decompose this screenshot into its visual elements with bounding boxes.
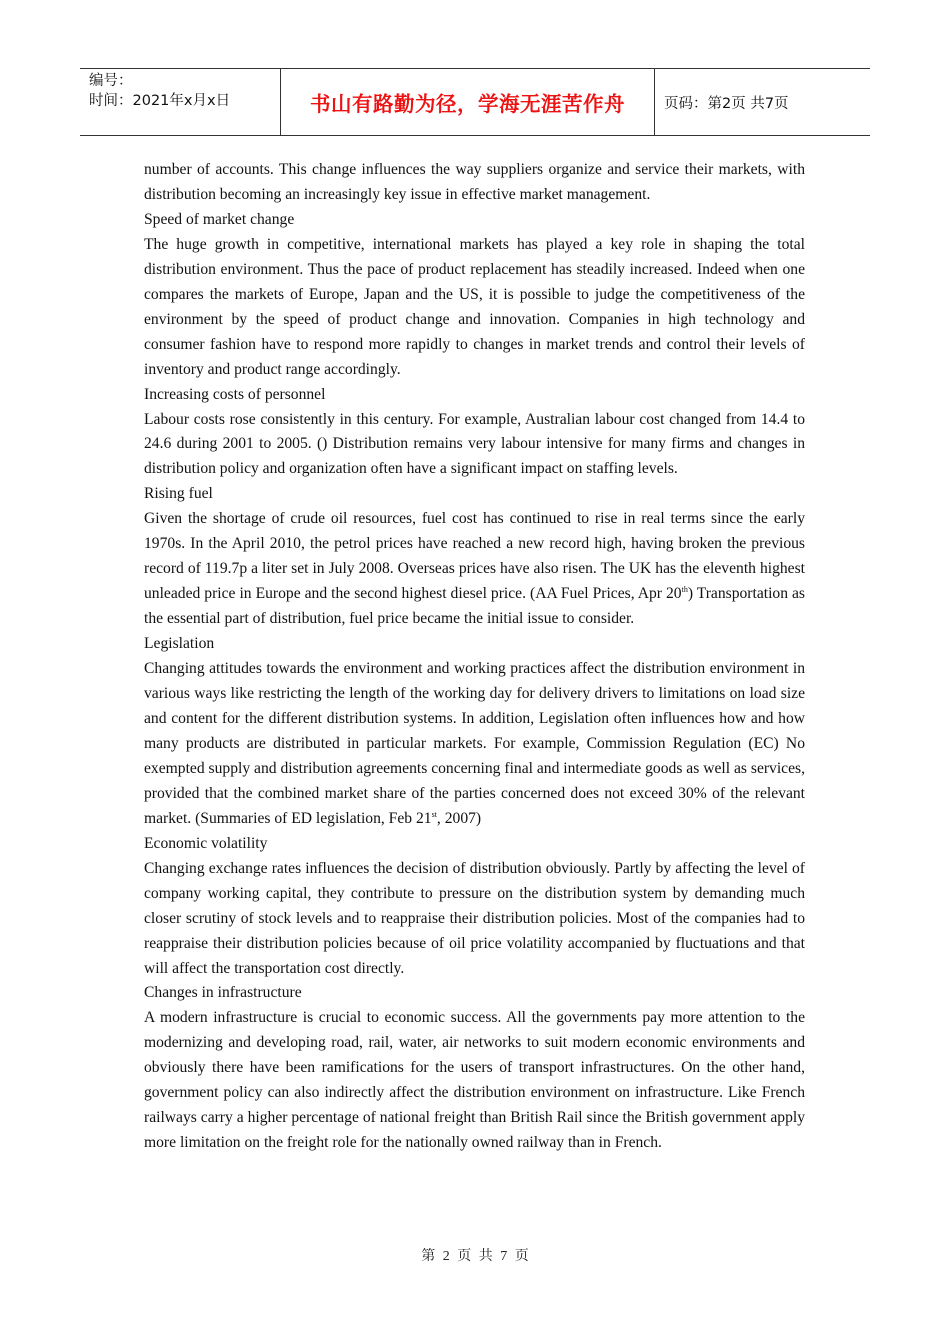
paragraph-legislation (144, 657, 805, 832)
section-heading-increasing-costs-of-personnel: Increasing costs of personnel (144, 385, 326, 403)
paragraph-rising-fuel (144, 507, 805, 632)
section-heading-rising-fuel: Rising fuel (144, 485, 213, 503)
header-meta (80, 69, 281, 135)
ordinal-suffix: th (681, 585, 688, 595)
header-motto: 书山有路勤为径，学海无涯苦作舟 (281, 69, 655, 135)
paragraph-legislation-part-1: Changing attitudes towards the environment and working practices affect the distribution environment in various ways like restricting the length of the working day for delivery drivers to limitations on load size and content for the different distribution systems. In addition, Legislation often influences how and how many products are distributed in particular markets. For example, Commission Regulation (EC) No exempted supply and distribution agreements concerning final and intermediate goods as well as services, provided that the combined market share of the parties concerned does not exceed 30% of the relevant market. (Summaries of ED legislation, Feb 21 (144, 660, 805, 827)
paragraph-continuation: number of accounts. This change influences the way suppliers organize and service their markets, with distribution becoming an increasingly key issue in effective market management. (144, 161, 805, 203)
page-footer: 第 2 页 共 7 页 (421, 1249, 529, 1264)
paragraph-changes-in-infrastructure: A modern infrastructure is crucial to economic success. All the governments pay more attention to the modernizing and developing road, rail, water, air networks to suit modern economic environments and obviously there have been ramifications for the users of transport infrastructures. On the other hand, government policy can also indirectly affect the distribution environment on infrastructure. Like French railways carry a higher percentage of national freight than British Rail since the British government apply more limitation on the freight role for the nationally owned railway than in French. (144, 1009, 805, 1152)
paragraph-rising-fuel-part-1: Given the shortage of crude oil resources, fuel cost has continued to rise in real terms since the early 1970s. In the April 2010, the petrol prices have reached a new record high, having broken the previous record of 119.7p a liter set in July 2008. Overseas prices have also risen. The UK has the eleventh highest unleaded price in Europe and the second highest diesel price. (AA Fuel Prices, Apr 20 (144, 510, 805, 603)
section-heading-legislation: Legislation (144, 635, 215, 653)
paragraph-speed-of-market-change: The huge growth in competitive, international markets has played a key role in shaping the total distribution environment. Thus the pace of product replacement has steadily increased. Indeed when one compares the markets of Europe, Japan and the US, it is possible to judge the competitiveness of the environment by the speed of product change and innovation. Companies in high technology and consumer fashion have to respond more rapidly to changes in market trends and control their levels of inventory and product range accordingly. (144, 235, 805, 378)
paragraph-economic-volatility: Changing exchange rates influences the decision of distribution obviously. Partly by affecting the level of company working capital, they contribute to pressure on the distribution system by demanding much closer scrutiny of stock levels and to reappraise their distribution policies. Most of the companies had to reappraise their distribution policies because of oil price volatility accompanied by fluctuations and that will affect the transportation cost directly. (144, 859, 805, 977)
document-number-label: 编号： (89, 73, 133, 89)
section-heading-economic-volatility: Economic volatility (144, 834, 268, 852)
document-date-label: 时间：2021年x月x日 (89, 93, 231, 109)
ordinal-suffix: st (431, 809, 437, 819)
document-body (144, 158, 805, 1156)
paragraph-rising-fuel-part-2: ) Transportation as the essential part of distribution, fuel price became the initial issue to consider. (144, 585, 805, 628)
header-page-label: 页码：第2页 共7页 (664, 95, 789, 112)
section-heading-speed-of-market-change: Speed of market change (144, 210, 295, 228)
paragraph-increasing-costs-of-personnel: Labour costs rose consistently in this century. For example, Australian labour cost changed from 14.4 to 24.6 during 2001 to 2005. () Distribution remains very labour intensive for many firms and changes in distribution policy and organization often have a significant impact on staffing levels. (144, 410, 805, 478)
paragraph-legislation-part-2: , 2007) (436, 809, 482, 827)
section-heading-changes-in-infrastructure: Changes in infrastructure (144, 984, 302, 1002)
page-header (80, 68, 870, 136)
